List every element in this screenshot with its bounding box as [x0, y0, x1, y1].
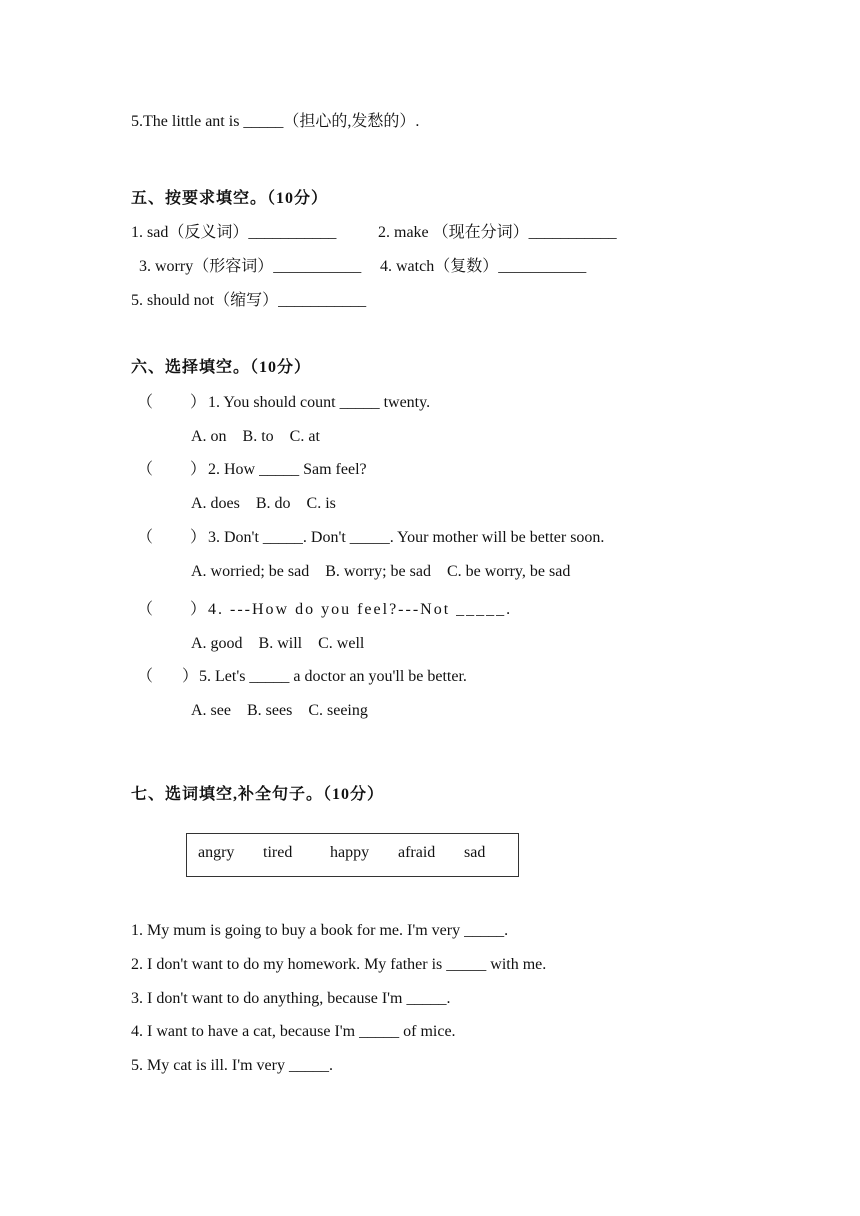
answer-paren-open: （ [137, 601, 154, 618]
mc-question-2: 2. How _____ Sam feel? [208, 461, 367, 478]
mc-question-1: 1. You should count _____ twenty. [208, 394, 431, 411]
answer-paren-open: （ [137, 529, 154, 546]
answer-paren-close: ） [182, 668, 199, 685]
word-bank-item: tired [263, 844, 293, 861]
word-bank-item: afraid [398, 844, 436, 861]
sentence-1: 1. My mum is going to buy a book for me. I'm very _____. [131, 922, 509, 939]
sec5-q2: 2. make （现在分词）___________ [378, 224, 617, 241]
sec5-q4: 4. watch（复数）___________ [380, 258, 587, 275]
mc-question-4: 4. ---How do you feel?---Not _____. [208, 601, 513, 618]
sentence-4: 4. I want to have a cat, because I'm _____ of mice. [131, 1023, 456, 1040]
mc-options-2: A. does B. do C. is [191, 495, 336, 512]
sentence-3: 3. I don't want to do anything, because I'm _____. [131, 990, 451, 1007]
section-6-title: 六、选择填空。（10分） [131, 359, 312, 376]
mc-options-4: A. good B. will C. well [191, 635, 365, 652]
answer-paren-close: ） [190, 394, 207, 411]
section-7-title: 七、选词填空,补全句子。（10分） [131, 786, 385, 803]
sec5-q1: 1. sad（反义词）___________ [131, 224, 337, 241]
mc-question-3: 3. Don't _____. Don't _____. Your mother will be better soon. [208, 529, 605, 546]
sentence-5: 5. My cat is ill. I'm very _____. [131, 1057, 333, 1074]
word-bank-item: happy [330, 844, 370, 861]
answer-paren-open: （ [137, 668, 154, 685]
mc-options-1: A. on B. to C. at [191, 428, 320, 445]
answer-paren-close: ） [190, 601, 207, 618]
mc-question-5: 5. Let's _____ a doctor an you'll be better. [199, 668, 467, 685]
answer-paren-close: ） [190, 529, 207, 546]
mc-options-3: A. worried; be sad B. worry; be sad C. be worry, be sad [191, 563, 571, 580]
word-bank-item: sad [464, 844, 486, 861]
answer-paren-open: （ [137, 461, 154, 478]
sec5-q3: 3. worry（形容词）___________ [139, 258, 362, 275]
section-5-title: 五、按要求填空。（10分） [131, 190, 329, 207]
mc-options-5: A. see B. sees C. seeing [191, 702, 368, 719]
question-5-top: 5.The little ant is _____（担心的,发愁的）. [131, 113, 420, 130]
answer-paren-close: ） [190, 461, 207, 478]
answer-paren-open: （ [137, 394, 154, 411]
sentence-2: 2. I don't want to do my homework. My father is _____ with me. [131, 956, 547, 973]
sec5-q5: 5. should not（缩写）___________ [131, 292, 367, 309]
word-bank-item: angry [198, 844, 235, 861]
